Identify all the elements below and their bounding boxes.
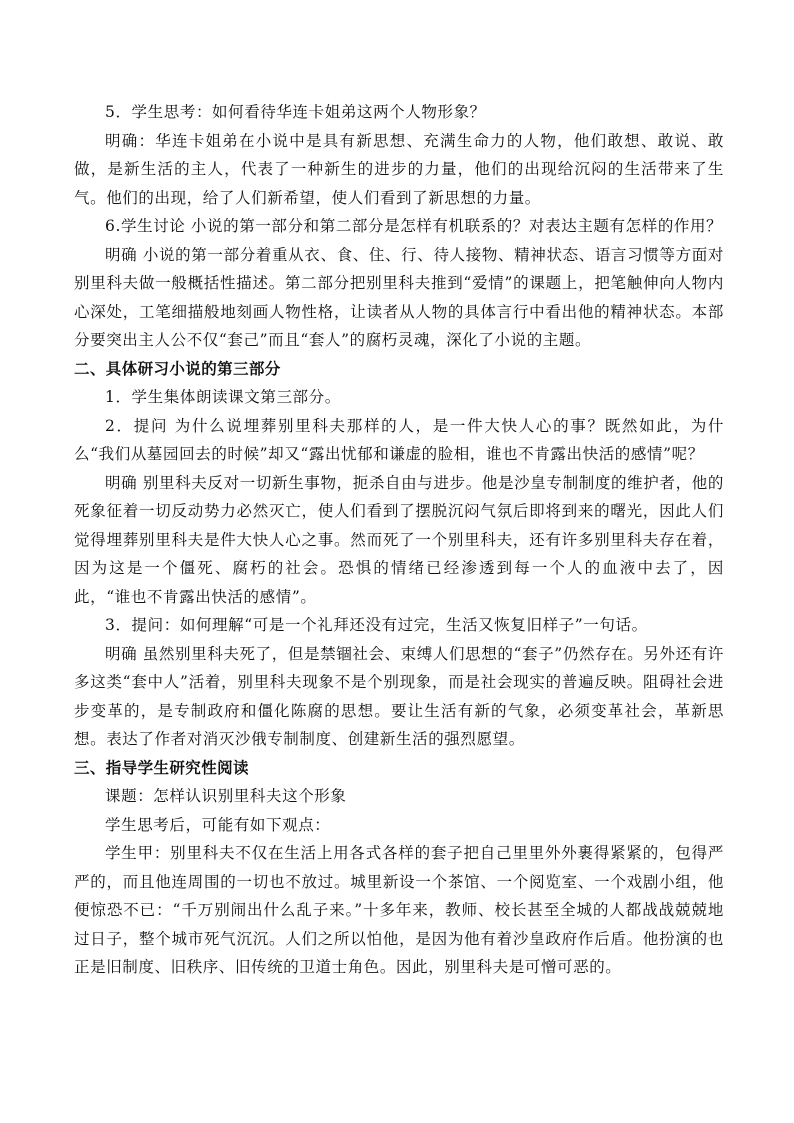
section-heading-2: 二、具体研习小说的第三部分: [74, 359, 281, 378]
answer-item-3: 明确 虽然别里科夫死了，但是禁锢社会、束缚人们思想的“套子”仍然存在。另外还有许多这类“套中人”活着，别里科夫现象不是个别现象，而是社会现实的普遍反映。阻碍社会进步变革的，是专制政府和僵化陈腐的思想。要让生活有新的气象，必须变革社会，革新思想。表达了作者对消灭沙俄专制制度、创建新生活的强烈愿望。: [74, 644, 724, 748]
answer-6: 明确 小说的第一部分着重从衣、食、住、行、待人接物、精神状态、语言习惯等方面对别里科夫做一般概括性描述。第二部分把别里科夫推到“爱情”的课题上，把笔触伸向人物内心深处，工笔细描般地刻画人物性格，让读者从人物的具体言行中看出他的精神状态。本部分要突出主人公不仅“套己”而且“套人”的腐朽灵魂，深化了小说的主题。: [74, 245, 724, 349]
section-heading-3: 三、指导学生研究性阅读: [74, 758, 249, 777]
question-6: 6.学生讨论 小说的第一部分和第二部分是怎样有机联系的？对表达主题有怎样的作用？: [105, 217, 723, 235]
answer-item-2: 明确 别里科夫反对一切新生事物，扼杀自由与进步。他是沙皇专制制度的维护者，他的死象征着一切反动势力必然灭亡，使人们看到了摆脱沉闷气氛后即将到来的曙光，因此人们觉得埋葬别里科夫是件大快人心之事。然而死了一个别里科夫，还有许多别里科夫存在着，因为这是一个僵死、腐朽的社会。恐惧的情绪已经渗透到每一个人的血液中去了，因此，“谁也不肯露出快活的感情”。: [74, 473, 724, 606]
research-intro: 学生思考后，可能有如下观点：: [105, 815, 331, 834]
question-5: 5．学生思考：如何看待华连卡姐弟这两个人物形象？: [105, 103, 486, 121]
answer-5: 明确：华连卡姐弟在小说中是具有新思想、充满生命力的人物，他们敢想、敢说、敢做，是新生活的主人，代表了一种新生的进步的力量，他们的出现给沉闷的生活带来了生气。他们的出现，给了人们新希望，使人们看到了新思想的力量。: [74, 131, 724, 207]
item-3: 3．提问：如何理解“可是一个礼拜还没有过完，生活又恢复旧样子”一句话。: [105, 616, 648, 634]
document-body: [74, 98, 724, 982]
item-2: 2．提问 为什么说埋葬别里科夫那样的人，是一件大快人心的事？既然如此，为什么“我们从墓园回去的时候”却又“露出忧郁和谦虚的脸相，谁也不肯露出快活的感情”呢？: [74, 416, 724, 463]
research-topic: 课题：怎样认识别里科夫这个形象: [105, 787, 347, 805]
item-1: 1．学生集体朗读课文第三部分。: [105, 388, 341, 406]
student-a-view: 学生甲：别里科夫不仅在生活上用各式各样的套子把自己里里外外裹得紧紧的，包得严严的，而且他连周围的一切也不放过。城里新设一个茶馆、一个阅览室、一个戏剧小组，他便惊恐不已：“千万别闹出什么乱子来。”十多年来，教师、校长甚至全城的人都战战兢兢地过日子，整个城市死气沉沉。人们之所以怕他，是因为他有着沙皇政府作后盾。他扮演的也正是旧制度、旧秩序、旧传统的卫道士角色。因此，别里科夫是可憎可恶的。: [74, 844, 724, 976]
